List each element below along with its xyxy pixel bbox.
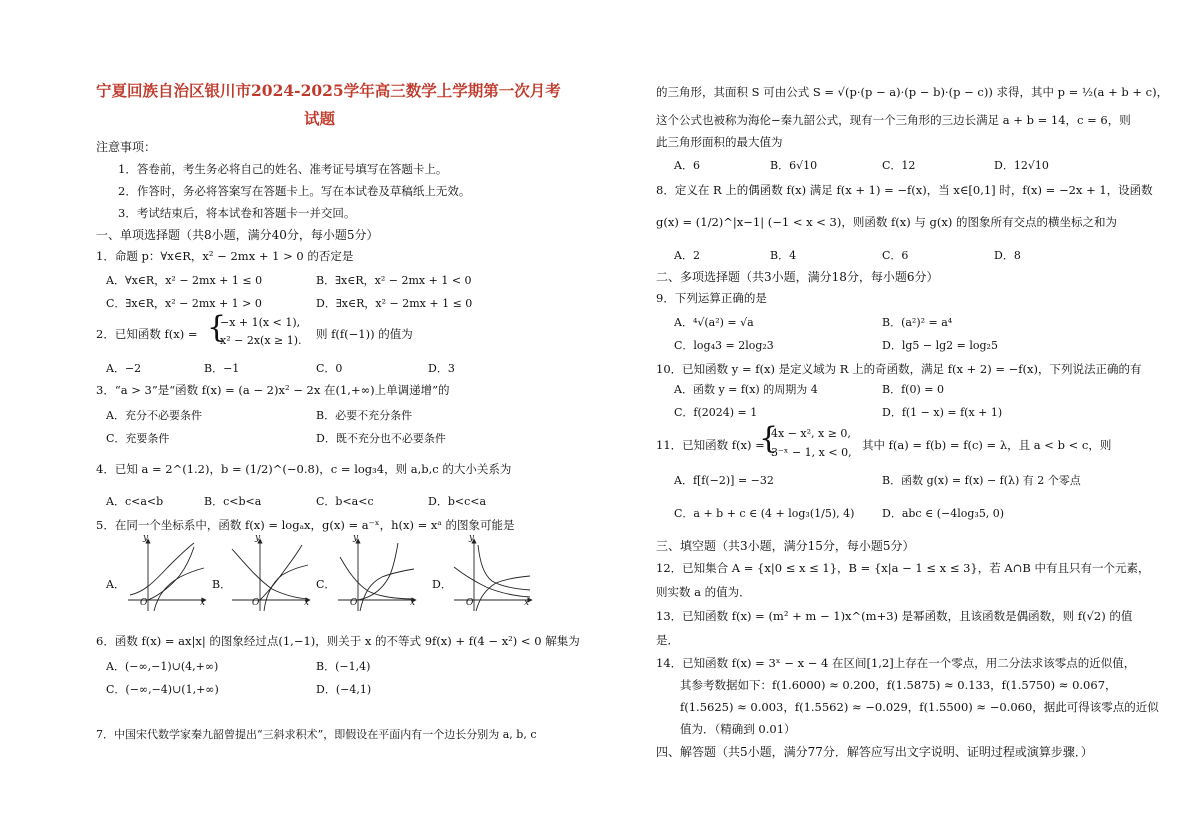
q11-option-b: B．函数 g(x) = f(x) − f(λ) 有 2 个零点 xyxy=(882,474,1081,487)
notes-heading: 注意事项： xyxy=(96,140,157,154)
q4-option-d: D．b<c<a xyxy=(428,495,487,508)
q5-label-d: D． xyxy=(432,578,452,591)
q4-option-c: C．b<a<c xyxy=(316,495,374,508)
note-item: 1．答卷前，考生务必将自己的姓名、准考证号填写在答题卡上。 xyxy=(118,162,448,176)
q14-cont2: f(1.5625) ≈ 0.003，f(1.5562) ≈ −0.029，f(1.5500) ≈ −0.060，据此可得该零点的近似 xyxy=(680,700,1159,714)
q6-option-a: A．(−∞,−1)∪(4,+∞) xyxy=(106,660,219,673)
q7-cont2: 这个公式也被称为海伦−秦九韶公式，现有一个三角形的三边长满足 a + b = 14，c = 6，则 xyxy=(656,113,1131,127)
q14-cont3: 值为．（精确到 0.01） xyxy=(680,722,796,736)
section3-heading: 三、填空题（共3小题，满分15分，每小题5分） xyxy=(656,539,915,553)
q1-stem: 1．命题 p：∀x∈R，x² − 2mx + 1 > 0 的否定是 xyxy=(96,249,354,263)
q11-brace: { xyxy=(759,421,779,456)
q5-graph-c xyxy=(334,537,418,613)
q5-axis-x: x xyxy=(304,598,310,608)
q9-option-b: B．(a²)² = a⁴ xyxy=(882,316,953,329)
q9-option-c: C．log₄3 = 2log₂3 xyxy=(674,339,774,352)
q11-option-a: A．f[f(−2)] = −32 xyxy=(674,474,774,487)
q12-cont: 则实数 a 的值为． xyxy=(656,585,751,599)
q8-cont: g(x) = (1/2)^|x−1| (−1 < x < 3)，则函数 f(x) 与 g(x) 的图象所有交点的横坐标之和为 xyxy=(656,215,1118,229)
q6-option-d: D．(−4,1) xyxy=(316,683,372,696)
q10-option-a: A．函数 y = f(x) 的周期为 4 xyxy=(674,383,818,396)
q7-stem: 7．中国宋代数学家秦九韶曾提出“三斜求积术”，即假设在平面内有一个边长分别为 a, b, c xyxy=(96,728,537,741)
q7-option-a: A．6 xyxy=(674,159,700,172)
q7-cont1: 的三角形，其面积 S 可由公式 S = √(p·(p − a)·(p − b)·(p − c)) 求得，其中 p = ½(a + b + c)， xyxy=(656,85,1169,99)
q6-option-b: B．(−1,4) xyxy=(316,660,371,673)
q5-origin: O xyxy=(252,598,260,608)
note-item: 3．考试结束后，将本试卷和答题卡一并交回。 xyxy=(118,206,356,220)
q2-option-b: B．−1 xyxy=(204,362,240,375)
q10-option-d: D．f(1 − x) = f(x + 1) xyxy=(882,406,1003,419)
q14-cont1: 其参考数据如下：f(1.6000) ≈ 0.200，f(1.5875) ≈ 0.133，f(1.5750) ≈ 0.067， xyxy=(680,678,1117,692)
q4-stem: 4．已知 a = 2^(1.2)，b = (1/2)^(−0.8)，c = log₃4，则 a,b,c 的大小关系为 xyxy=(96,462,512,476)
q5-axis-y: y xyxy=(353,533,359,543)
q6-option-c: C．(−∞,−4)∪(1,+∞) xyxy=(106,683,219,696)
section1-heading: 一、单项选择题（共8小题，满分40分，每小题5分） xyxy=(96,228,379,242)
q5-axis-x: x xyxy=(524,598,530,608)
q1-option-a: A．∀x∈R，x² − 2mx + 1 ≤ 0 xyxy=(106,274,263,287)
q13-stem: 13．已知函数 f(x) = (m² + m − 1)x^(m+3) 是幂函数，且该函数是偶函数，则 f(√2) 的值 xyxy=(656,609,1133,623)
q9-option-d: D．lg5 − lg2 = log₂5 xyxy=(882,339,998,352)
page-title-line2: 试题 xyxy=(304,109,336,128)
q2-stem-suffix: 则 f(f(−1)) 的值为 xyxy=(316,327,413,341)
q2-case1: −x + 1(x < 1), xyxy=(220,316,301,329)
note-item: 2．作答时，务必将答案写在答题卡上。写在本试卷及草稿纸上无效。 xyxy=(118,184,471,198)
q3-option-d: D．既不充分也不必要条件 xyxy=(316,432,446,445)
q8-option-a: A．2 xyxy=(674,249,700,262)
q5-axis-y: y xyxy=(469,533,475,543)
q7-cont3: 此三角形面积的最大值为 xyxy=(656,135,783,149)
q9-option-a: A．⁴√(a²) = √a xyxy=(674,316,754,329)
q5-origin: O xyxy=(466,598,474,608)
q5-graph-a xyxy=(124,537,208,613)
q11-option-d: D．abc ∈ (−4log₃5, 0) xyxy=(882,507,1005,520)
q4-option-b: B．c<b<a xyxy=(204,495,262,508)
q11-stem-prefix: 11．已知函数 f(x) = xyxy=(656,438,765,452)
q10-option-b: B．f(0) = 0 xyxy=(882,383,944,396)
section2-heading: 二、多项选择题（共3小题，满分18分，每小题6分） xyxy=(656,270,939,284)
q5-axis-y: y xyxy=(143,533,149,543)
q5-axis-y: y xyxy=(255,533,261,543)
q5-graph-d xyxy=(450,537,534,613)
q5-label-b: B． xyxy=(212,578,232,591)
page-title: 宁夏回族自治区银川市2024-2025学年高三数学上学期第一次月考 xyxy=(96,81,561,100)
q2-brace: { xyxy=(207,310,227,345)
q9-stem: 9．下列运算正确的是 xyxy=(656,291,767,305)
q5-label-c: C． xyxy=(316,578,336,591)
q10-option-c: C．f(2024) = 1 xyxy=(674,406,758,419)
q1-option-d: D．∃x∈R，x² − 2mx + 1 ≤ 0 xyxy=(316,297,473,310)
q5-graph-b xyxy=(228,537,312,613)
q8-option-c: C．6 xyxy=(882,249,909,262)
q5-origin: O xyxy=(350,598,358,608)
q4-option-a: A．c<a<b xyxy=(106,495,164,508)
q2-option-c: C．0 xyxy=(316,362,343,375)
q11-case2: 3⁻ˣ − 1, x < 0, xyxy=(771,446,852,459)
q7-option-c: C．12 xyxy=(882,159,916,172)
q8-option-b: B．4 xyxy=(770,249,797,262)
q2-option-a: A．−2 xyxy=(106,362,142,375)
q1-option-b: B．∃x∈R，x² − 2mx + 1 < 0 xyxy=(316,274,472,287)
q5-axis-x: x xyxy=(200,598,206,608)
q7-option-d: D．12√10 xyxy=(994,159,1049,172)
q5-label-a: A． xyxy=(106,578,125,591)
q3-option-b: B．必要不充分条件 xyxy=(316,409,413,422)
q1-option-c: C．∃x∈R，x² − 2mx + 1 > 0 xyxy=(106,297,262,310)
q5-stem: 5．在同一个坐标系中，函数 f(x) = logₐx，g(x) = a⁻ˣ，h(x) = xᵃ 的图象可能是 xyxy=(96,518,515,532)
q2-stem-prefix: 2．已知函数 f(x) = xyxy=(96,327,198,341)
q3-option-a: A．充分不必要条件 xyxy=(106,409,202,422)
q3-option-c: C．充要条件 xyxy=(106,432,170,445)
q5-axis-x: x xyxy=(410,598,416,608)
q11-stem-suffix: 其中 f(a) = f(b) = f(c) = λ，且 a < b < c，则 xyxy=(862,438,1112,452)
q13-cont: 是． xyxy=(656,633,679,647)
q12-stem: 12．已知集合 A = {x|0 ≤ x ≤ 1}，B = {x|a − 1 ≤ x ≤ 3}，若 A∩B 中有且只有一个元素， xyxy=(656,561,1150,575)
section4-heading: 四、解答题（共5小题，满分77分．解答应写出文字说明、证明过程或演算步骤．） xyxy=(656,745,1093,759)
q10-stem: 10．已知函数 y = f(x) 是定义域为 R 上的奇函数，满足 f(x + 2) = −f(x)，下列说法正确的有 xyxy=(656,362,1142,376)
q8-option-d: D．8 xyxy=(994,249,1021,262)
q5-origin: O xyxy=(140,598,148,608)
q6-stem: 6．函数 f(x) = ax|x| 的图象经过点(1,−1)，则关于 x 的不等式 9f(x) + f(4 − x²) < 0 解集为 xyxy=(96,634,580,648)
q3-stem: 3．“a > 3”是“函数 f(x) = (a − 2)x² − 2x 在(1,+∞)上单调递增”的 xyxy=(96,383,450,397)
q2-option-d: D．3 xyxy=(428,362,455,375)
q7-option-b: B．6√10 xyxy=(770,159,818,172)
q11-case1: 4x − x², x ≥ 0, xyxy=(771,427,851,440)
q2-case2: x² − 2x(x ≥ 1). xyxy=(220,334,302,347)
q14-stem: 14．已知函数 f(x) = 3ˣ − x − 4 在区间[1,2]上存在一个零点，用二分法求该零点的近似值， xyxy=(656,656,1136,670)
q11-option-c: C．a + b + c ∈ (4 + log₃(1/5), 4) xyxy=(674,507,855,520)
q8-stem: 8．定义在 R 上的偶函数 f(x) 满足 f(x + 1) = −f(x)，当 x∈[0,1] 时，f(x) = −2x + 1，设函数 xyxy=(656,183,1153,197)
